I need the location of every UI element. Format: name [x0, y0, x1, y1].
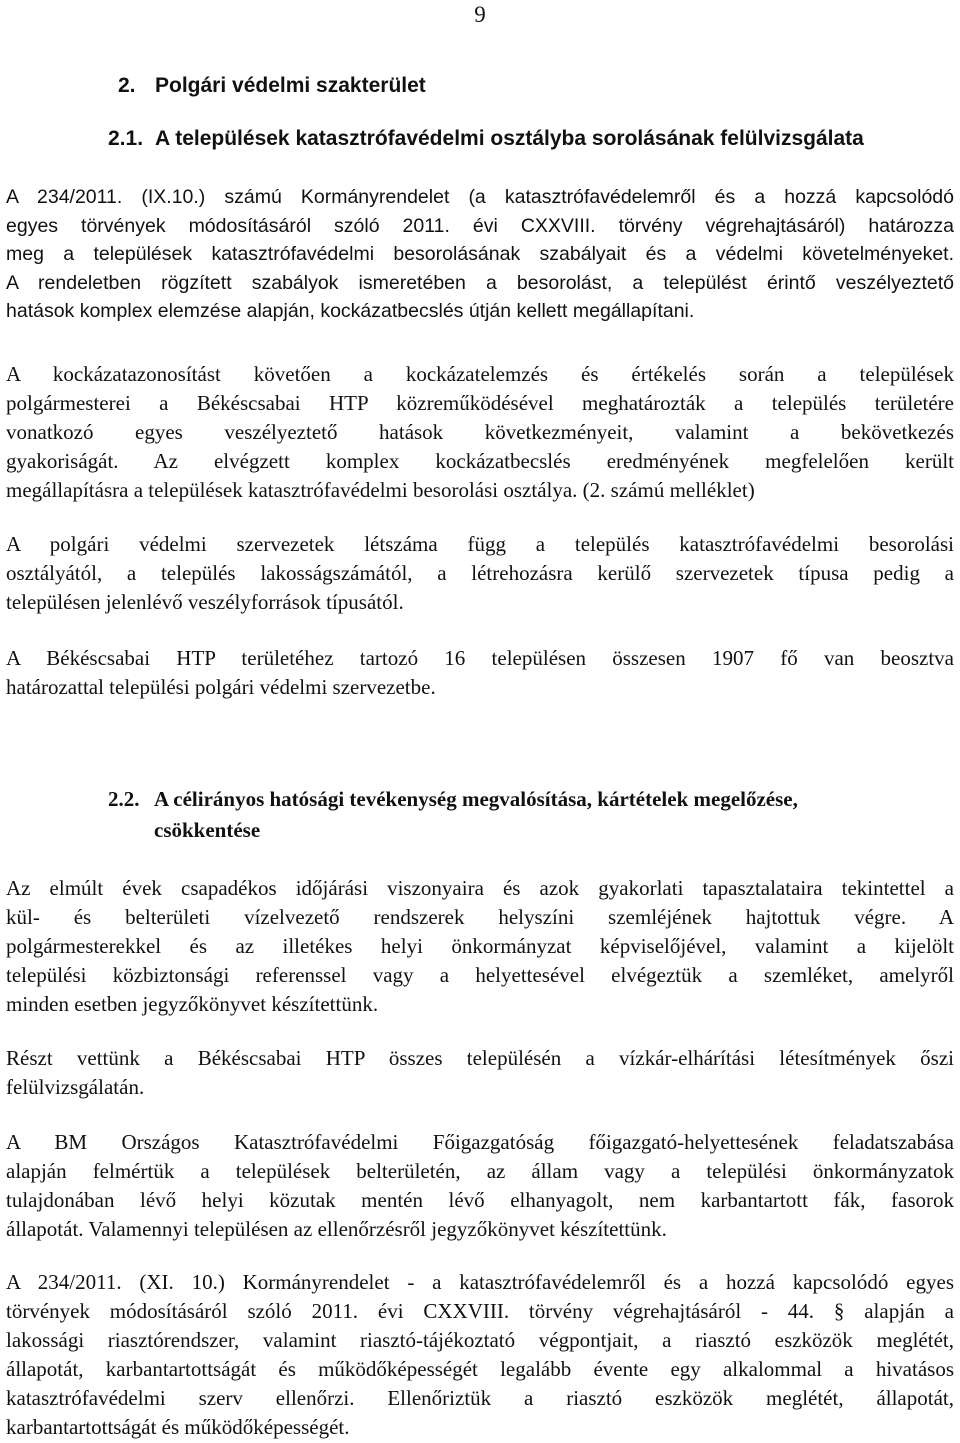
text-line: hatások komplex elemzése alapján, kockázatbecslés útján kellett megállapítani. [6, 300, 695, 322]
text-line: felülvizsgálatán. [6, 1075, 145, 1099]
subsection-heading-2 [108, 784, 798, 846]
text-line: A Békéscsabai HTP területéhez tartozó 16 településen összesen 1907 fő van beosztva [6, 646, 954, 670]
paragraph-7 [6, 1128, 954, 1244]
text-line: törvények módosításáról szóló 2011. évi CXXVIII. törvény végrehajtásáról - 44. § alapján a [6, 1299, 954, 1323]
text-line: megállapításra a települések katasztrófavédelmi besorolási osztálya. (2. számú melléklet) [6, 478, 755, 502]
subsection-heading-1 [108, 127, 864, 151]
paragraph-4 [6, 644, 954, 702]
text-line: Az elmúlt évek csapadékos időjárási viszonyaira és azok gyakorlati tapasztalataira tekintettel a [6, 876, 954, 900]
subsection-title: A települések katasztrófavédelmi osztályba sorolásának felülvizsgálata [155, 127, 864, 150]
text-line: A kockázatazonosítást követően a kockázatelemzés és értékelés során a települések [6, 362, 954, 386]
text-line: alapján felmértük a települések belterületén, az állam vagy a települési önkormányzatok [6, 1159, 954, 1183]
text-line: egyes törvények módosításáról szóló 2011. évi CXXVIII. törvény végrehajtásáról) határozza [6, 214, 954, 237]
paragraph-8 [6, 1268, 954, 1442]
text-line: határozattal települési polgári védelmi szervezetbe. [6, 675, 436, 699]
text-line: A polgári védelmi szervezetek létszáma függ a település katasztrófavédelmi besorolási [6, 532, 954, 556]
paragraph-2 [6, 360, 954, 505]
text-line: polgármesterekkel és az illetékes helyi önkormányzat képviselőjével, valamint a kijelölt [6, 934, 954, 958]
text-line: karbantartottságát és működőképességét. [6, 1415, 350, 1439]
text-line: minden esetben jegyzőkönyvet készítettünk. [6, 992, 379, 1016]
subsection-title-line-2: csökkentése [154, 818, 261, 842]
subsection-title-line-1: A célirányos hatósági tevékenység megvalósítása, kártételek megelőzése, [154, 787, 798, 811]
page-number: 9 [474, 2, 486, 27]
text-line: tulajdonában lévő helyi közutak mentén lévő elhanyagolt, nem karbantartott fák, fasorok [6, 1188, 954, 1212]
section-heading [118, 74, 426, 98]
paragraph-5 [6, 874, 954, 1019]
text-line: meg a települések katasztrófavédelmi besorolásának szabályait és a védelmi követelményeket. [6, 243, 954, 265]
text-line: Részt vettünk a Békéscsabai HTP összes településén a vízkár-elhárítási létesítmények őszi [6, 1046, 954, 1070]
text-line: polgármesterei a Békéscsabai HTP közreműködésével meghatározták a település területére [6, 391, 954, 415]
paragraph-1 [6, 183, 954, 326]
text-line: A rendeletben rögzített szabályok ismeretében a besorolást, a települést érintő veszélyeztető [6, 271, 954, 294]
text-line: állapotát, karbantartottságát és működőképességét legalább évente egy alkalommal a hivatásos [6, 1357, 954, 1381]
subsection-number: 2.2. [108, 787, 140, 811]
text-line: települési közbiztonsági referenssel vagy a helyettesével elvégeztük a szemléket, amelyről [6, 963, 954, 987]
paragraph-6 [6, 1044, 954, 1102]
text-line: A BM Országos Katasztrófavédelmi Főigazgatóság főigazgató-helyettesének feladatszabása [6, 1130, 954, 1154]
text-line: A 234/2011. (XI. 10.) Kormányrendelet - a katasztrófavédelemről és a hozzá kapcsolódó egyes [6, 1270, 954, 1294]
text-line: kül- és belterületi vízelvezető rendszerek helyszíni szemléjének hajtottuk végre. A [6, 905, 954, 929]
section-title: Polgári védelmi szakterület [155, 74, 426, 97]
text-line: lakossági riasztórendszer, valamint riasztó-tájékoztató végpontjait, a riasztó eszközök meglétét, [6, 1328, 954, 1352]
text-line: katasztrófavédelmi szerv ellenőrzi. Ellenőriztük a riasztó eszközök meglétét, állapotát, [6, 1386, 954, 1410]
text-line: A 234/2011. (IX.10.) számú Kormányrendelet (a katasztrófavédelemről és a hozzá kapcsolódó [6, 186, 954, 208]
text-line: vonatkozó egyes veszélyeztető hatások következményeit, valamint a bekövetkezés [6, 420, 954, 444]
text-line: gyakoriságát. Az elvégzett komplex kockázatbecslés eredményének megfelelően került [6, 449, 954, 473]
text-line: településen jelenlévő veszélyforrások típusától. [6, 590, 404, 614]
text-line: állapotát. Valamennyi településen az ellenőrzésről jegyzőkönyvet készítettünk. [6, 1217, 667, 1241]
subsection-number: 2.1. [108, 127, 144, 150]
text-line: osztályától, a település lakosságszámától, a létrehozásra kerülő szervezetek típusa pedig a [6, 561, 954, 585]
section-number: 2. [118, 74, 136, 97]
paragraph-3 [6, 530, 954, 617]
